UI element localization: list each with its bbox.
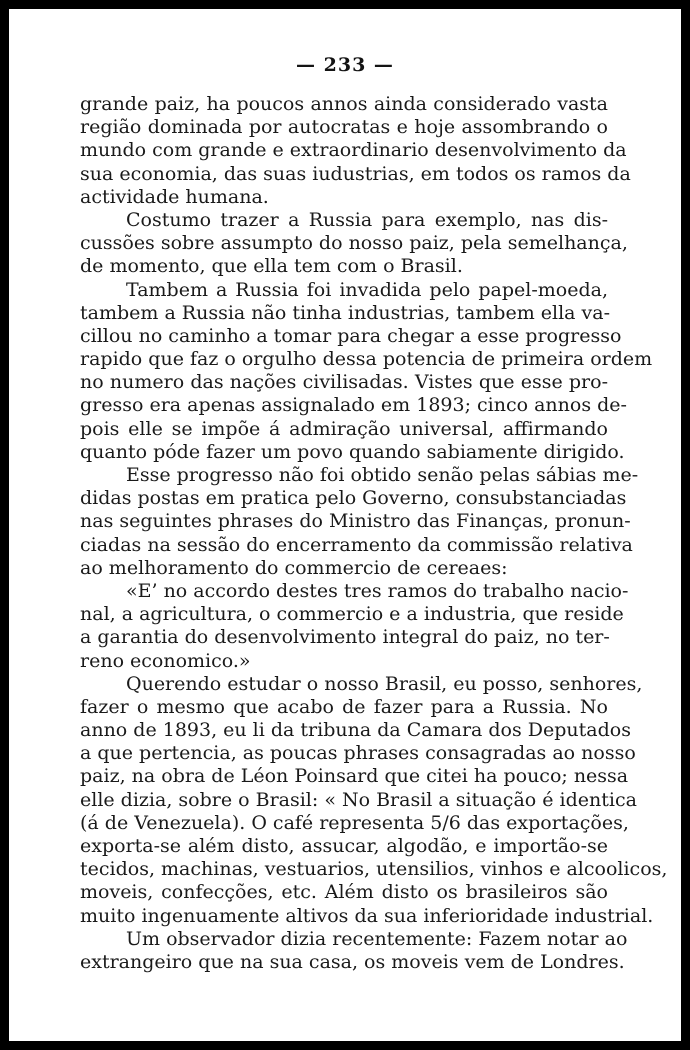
body-text [80,93,668,974]
text-line: didas postas em pratica pelo Governo, consubstanciadas [80,487,627,510]
text-line: cussões sobre assumpto do nosso paiz, pela semelhança, [80,232,628,255]
text-line: anno de 1893, eu li da tribuna da Camara dos Deputados [80,719,631,742]
text-line: (á de Venezuela). O café representa 5/6 das exportações, [80,811,629,834]
text-line: Querendo estudar o nosso Brasil, eu posso, senhores, [126,672,643,695]
text-line: Um observador dizia recentemente: Fazem notar ao [126,927,628,950]
text-line: Tambem a Russia foi invadida pelo papel-moeda, [126,278,608,301]
text-line: a garantia do desenvolvimento integral do paiz, no ter- [80,626,610,649]
text-line: actividade humana. [80,185,269,208]
text-line: tecidos, machinas, vestuarios, utensilios, vinhos e alcoolicos, [80,858,668,881]
text-line: paiz, na obra de Léon Poinsard que citei ha pouco; nessa [80,765,629,788]
text-line: exporta-se além disto, assucar, algodão, e importão-se [80,835,608,857]
text-line: pois elle se impõe á admiração universal, affirmando [80,417,608,440]
text-line: grande paiz, ha poucos annos ainda considerado vasta [80,93,608,115]
text-line: elle dizia, sobre o Brasil: « No Brasil a situação é identica [80,788,637,811]
text-line: mundo com grande e extraordinario desenvolvimento da [80,139,627,162]
text-line: «E’ no accordo destes tres ramos do trabalho nacio- [126,579,629,602]
text-line: moveis, confecções, etc. Além disto os brasileiros são [80,881,608,904]
text-line: reno economico.» [80,649,251,672]
text-line: muito ingenuamente altivos da sua inferioridade industrial. [80,904,654,927]
text-line: quanto póde fazer um povo quando sabiamente dirigido. [80,440,625,463]
text-line: nal, a agricultura, o commercio e a industria, que reside [80,603,624,626]
text-line: no numero das nações civilisadas. Vistes que esse pro- [80,371,608,394]
text-line: Esse progresso não foi obtido senão pelas sábias me- [126,464,639,486]
text-line: gresso era apenas assignalado em 1893; cinco annos de- [80,394,627,417]
text-line: sua economia, das suas iudustrias, em todos os ramos da [80,162,631,185]
text-line: Costumo trazer a Russia para exemplo, nas dis- [126,208,608,231]
text-line: nas seguintes phrases do Ministro das Finanças, pronun- [80,510,631,533]
text-line: região dominada por autocratas e hoje assombrando o [80,116,608,139]
text-line: de momento, que ella tem com o Brasil. [80,255,463,278]
text-line: ao melhoramento do commercio de cereaes: [80,556,508,579]
text-line: tambem a Russia não tinha industrias, tambem ella va- [80,301,610,324]
page-number: — 233 — [296,54,394,76]
text-line: extrangeiro que na sua casa, os moveis vem de Londres. [80,950,625,973]
text-line: rapido que faz o orgulho dessa potencia de primeira ordem [80,348,653,371]
text-line: a que pertencia, as poucas phrases consagradas ao nosso [80,742,636,765]
text-line: fazer o mesmo que acabo de fazer para a Russia. No [80,695,608,718]
text-line: ciadas na sessão do encerramento da commissão relativa [80,533,633,556]
text-line: cillou no caminho a tomar para chegar a esse progresso [80,324,622,347]
book-page [9,9,681,1041]
